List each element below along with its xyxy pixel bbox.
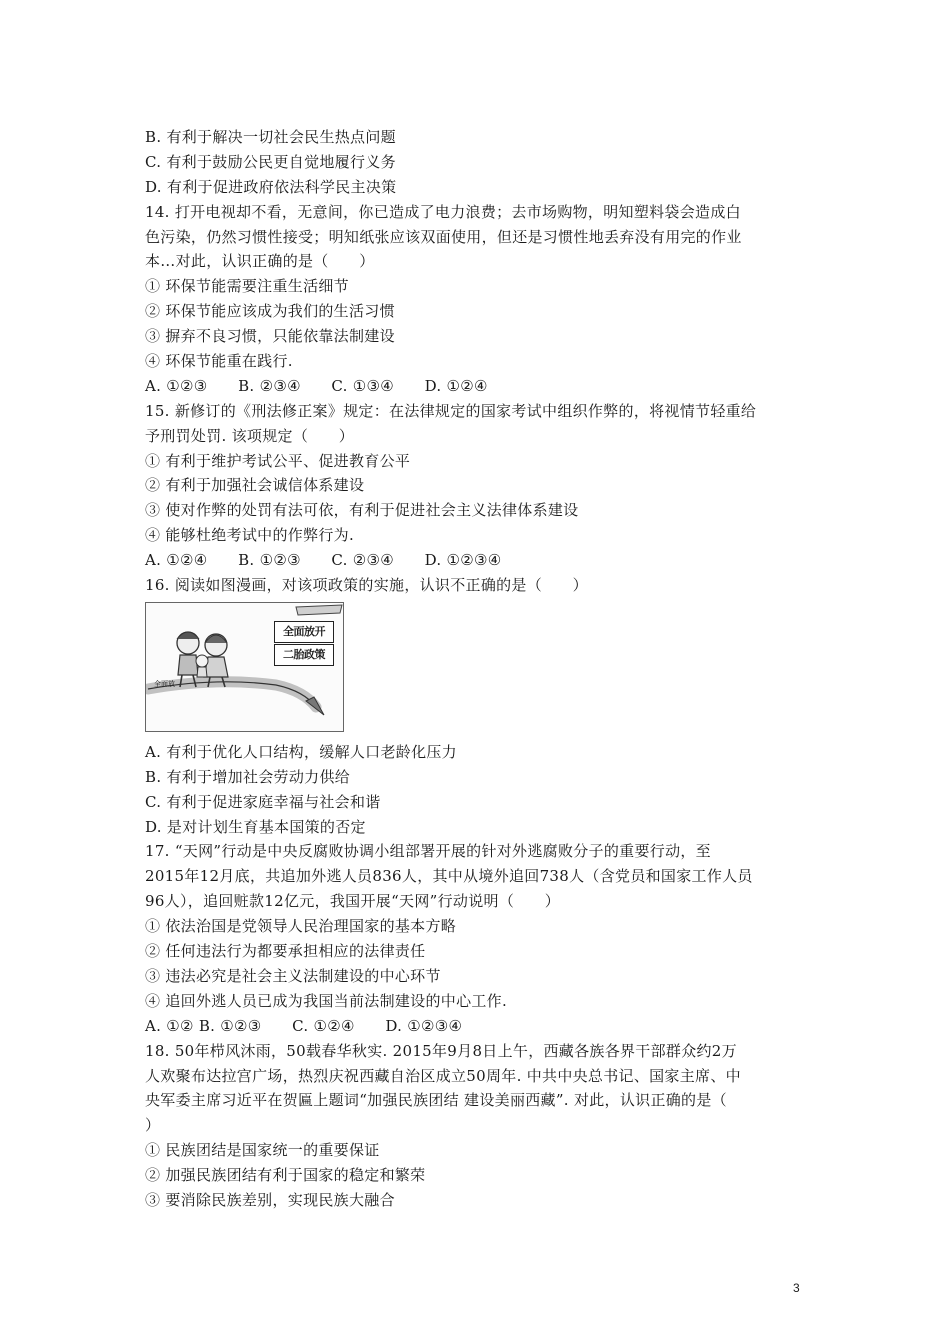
question-stem-line: 央军委主席习近平在贺匾上题词“加强民族团结 建设美丽西藏”. 对此，认识正确的是（ [145, 1091, 727, 1110]
statement-item: ① 依法治国是党领导人民治理国家的基本方略 [145, 917, 457, 936]
policy-cartoon [145, 602, 344, 732]
page-content [145, 125, 810, 1213]
statement-item: ③ 违法必究是社会主义法制建设的中心环节 [145, 966, 441, 985]
option-16-a: A. 有利于优化人口结构，缓解人口老龄化压力 [145, 742, 457, 761]
statement-item: ④ 能够杜绝考试中的作弊行为. [145, 526, 355, 545]
statement-item: ④ 环保节能重在践行. [145, 352, 293, 371]
question-14 [145, 200, 810, 399]
arrow-label: 全面放 [154, 679, 175, 688]
question-stem-line: ） [145, 1116, 161, 1135]
statement-item: ④ 追回外逃人员已成为我国当前法制建设的中心工作. [145, 991, 508, 1010]
option-13-b: B. 有利于解决一切社会民生热点问题 [145, 128, 396, 146]
question-16 [145, 573, 810, 839]
policy-sign-line2: 二胎政策 [274, 644, 334, 666]
statement-item: ② 环保节能应该成为我们的生活习惯 [145, 302, 395, 321]
question-18 [145, 1039, 810, 1213]
option-16-c: C. 有利于促进家庭幸福与社会和谐 [145, 792, 381, 811]
option-16-b: B. 有利于增加社会劳动力供给 [145, 767, 351, 786]
question-stem-line: 16. 阅读如图漫画，对该项政策的实施，认识不正确的是（ ） [145, 576, 588, 595]
statement-item: ① 有利于维护考试公平、促进教育公平 [145, 451, 411, 470]
statement-item: ③ 要消除民族差别，实现民族大融合 [145, 1190, 395, 1209]
statement-item: ③ 摒弃不良习惯，只能依靠法制建设 [145, 327, 395, 346]
question-13-tail [145, 125, 810, 200]
answer-choices: A. ①② B. ①②③ C. ①②④ D. ①②③④ [145, 1016, 463, 1035]
question-stem-line: 2015年12月底，共追加外逃人员836人，其中从境外追回738人（含党员和国家工作人员 [145, 867, 753, 886]
question-stem-line: 本…对此，认识正确的是（ ） [145, 252, 375, 271]
question-stem-line: 18. 50年栉风沐雨，50载春华秋实. 2015年9月8日上午，西藏各族各界干部群众约2万 [145, 1041, 737, 1060]
statement-item: ② 任何违法行为都要承担相应的法律责任 [145, 942, 426, 961]
question-stem-line: 14. 打开电视却不看，无意间，你已造成了电力浪费；去市场购物，明知塑料袋会造成白 [145, 202, 741, 221]
option-13-d: D. 有利于促进政府依法科学民主决策 [145, 177, 397, 196]
answer-choices: A. ①②④ B. ①②③ C. ②③④ D. ①②③④ [145, 551, 502, 570]
statement-item: ① 环保节能需要注重生活细节 [145, 277, 349, 296]
question-stem-line: 15. 新修订的《刑法修正案》规定：在法律规定的国家考试中组织作弊的，将视情节轻重给 [145, 401, 757, 420]
statement-item: ② 有利于加强社会诚信体系建设 [145, 476, 365, 495]
policy-sign-line1: 全面放开 [274, 621, 334, 643]
question-stem-line: 17. “天网”行动是中央反腐败协调小组部署开展的针对外逃腐败分子的重要行动，至 [145, 842, 711, 861]
option-16-d: D. 是对计划生育基本国策的否定 [145, 817, 366, 836]
statement-item: ② 加强民族团结有利于国家的稳定和繁荣 [145, 1166, 426, 1185]
answer-choices: A. ①②③ B. ②③④ C. ①③④ D. ①②④ [145, 376, 488, 395]
question-stem-line: 人欢聚布达拉宫广场，热烈庆祝西藏自治区成立50周年. 中共中央总书记、国家主席、中 [145, 1066, 741, 1085]
question-stem-line: 96人），追回赃款12亿元，我国开展“天网”行动说明（ ） [145, 892, 561, 911]
statement-item: ③ 使对作弊的处罚有法可依，有利于促进社会主义法律体系建设 [145, 501, 579, 520]
question-15 [145, 399, 810, 573]
option-13-c: C. 有利于鼓励公民更自觉地履行义务 [145, 152, 396, 171]
question-stem-line: 予刑罚处罚. 该项规定（ ） [145, 426, 355, 445]
statement-item: ① 民族团结是国家统一的重要保证 [145, 1141, 380, 1160]
question-stem-line: 色污染，仍然习惯性接受；明知纸张应该双面使用，但还是习惯性地丢弃没有用完的作业 [145, 227, 742, 246]
question-17 [145, 839, 810, 1038]
page-number: 3 [793, 1281, 800, 1295]
